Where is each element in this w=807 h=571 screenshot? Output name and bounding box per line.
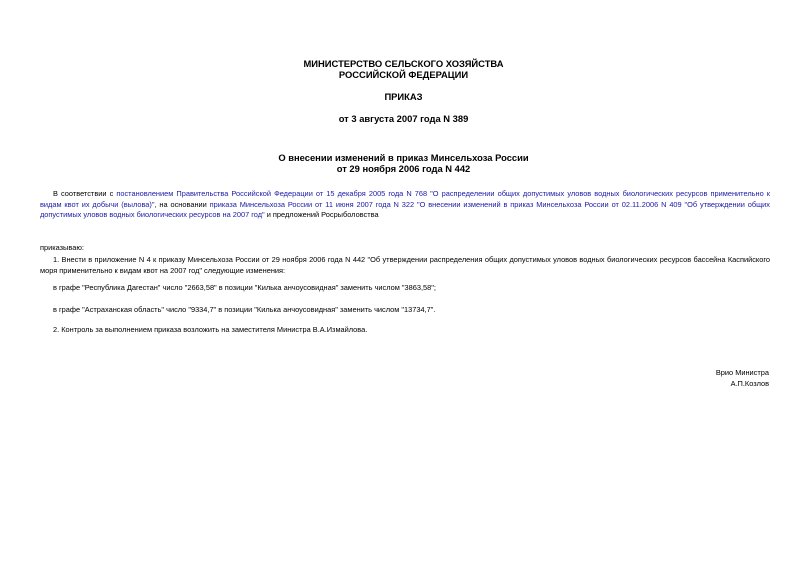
preamble-paragraph	[40, 189, 770, 221]
document-date: от 3 августа 2007 года N 389	[338, 113, 469, 124]
order-word: приказываю:	[40, 243, 84, 252]
government-decree-link[interactable]: постановлением Правительства Российской Федерации от 15 декабря 2005 года N 768 "О распределении общих допустимых уловов водных биологических ресурсов применительно к видам квот их добычи (вылова)"	[40, 189, 770, 209]
preamble-middle: , на основании	[154, 199, 210, 209]
subject-line1: О внесении изменений в приказ Минсельхоза России	[278, 152, 529, 163]
ministry-title-line2: РОССИЙСКОЙ ФЕДЕРАЦИИ	[338, 69, 469, 80]
preamble-prefix: В соответствии с	[53, 189, 117, 198]
signatory-position: Врио Министра	[715, 368, 769, 377]
signatory-name: А.П.Козлов	[730, 379, 769, 388]
ministry-order-link[interactable]: приказа Минсельхоза России от 11 июня 2007 года N 322 "О внесении изменений в приказ Минсельхоза России от 02.11.2006 N 409 "Об утверждении общих допустимых уловов водных биологических ресурсов на 2007 год"	[40, 199, 770, 220]
ministry-title-line1: МИНИСТЕРСТВО СЕЛЬСКОГО ХОЗЯЙСТВА	[303, 58, 504, 69]
preamble-suffix: и предложений Росрыболовства	[264, 210, 379, 220]
item-2-text: 2. Контроль за выполнением приказа возложить на заместителя Министра В.А.Измайлова.	[53, 325, 368, 334]
item-1-text: 1. Внести в приложение N 4 к приказу Минсельхоза России от 29 ноября 2006 года N 442 "Об утверждении распределения общих допустимых уловов водных биологических ресурсов бассейна Каспийского моря применительно к видам квот на 2007 год" следующие изменения:	[40, 255, 770, 275]
subject-line2: от 29 ноября 2006 года N 442	[336, 163, 471, 174]
document-type: ПРИКАЗ	[384, 91, 423, 102]
item-1a-text: в графе "Республика Дагестан" число "2663,58" в позиции "Килька анчоусовидная" заменить числом "3863,58";	[53, 283, 436, 292]
item-1b-text: в графе "Астраханская область" число "9334,7" в позиции "Килька анчоусовидная" заменить числом "13734,7".	[53, 305, 436, 314]
